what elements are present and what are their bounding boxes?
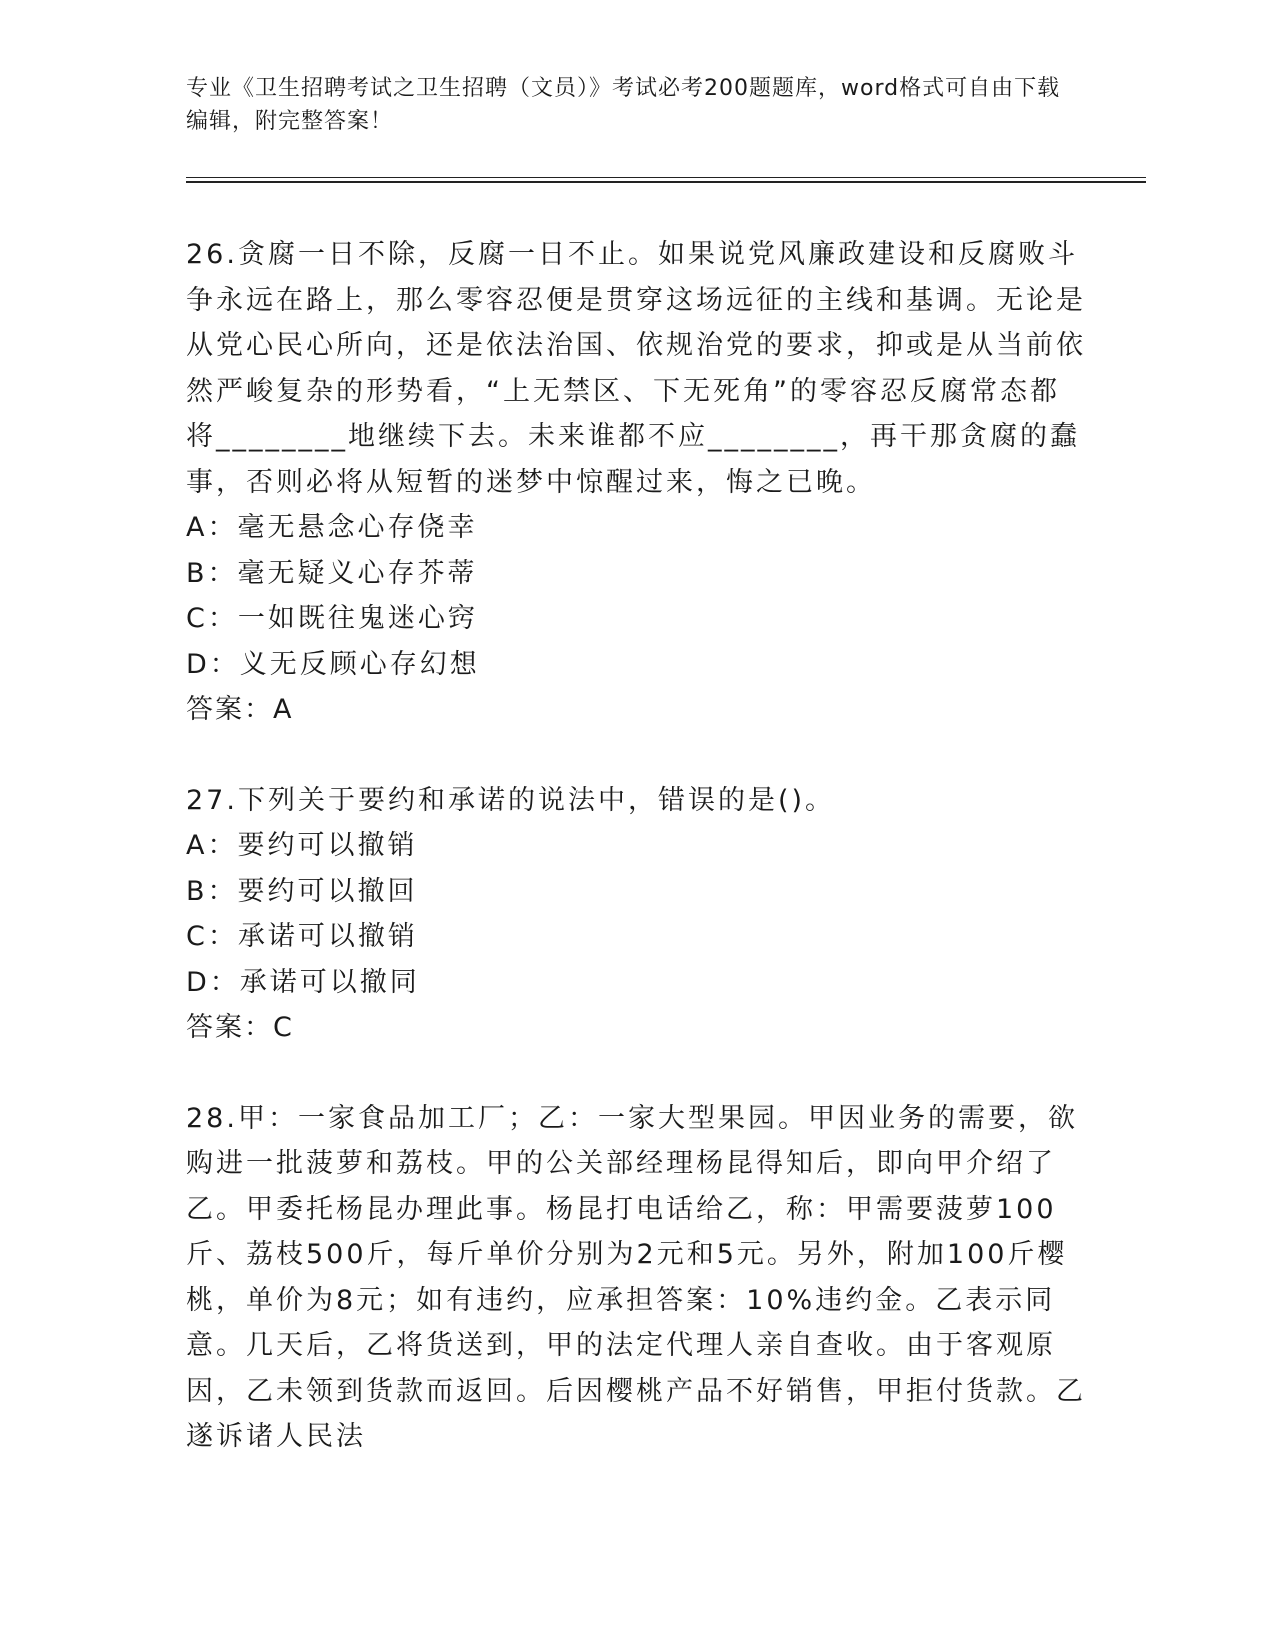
option-c: C：承诺可以撤销 [186, 921, 418, 952]
question-stem: 27.下列关于要约和承诺的说法中，错误的是()。 [186, 784, 836, 816]
question-list [186, 232, 1086, 1460]
option-c: C：一如既往鬼迷心窍 [186, 603, 478, 634]
option-a: A：毫无悬念心存侥幸 [186, 512, 478, 543]
question-27 [186, 778, 1086, 1051]
question-28 [186, 1096, 1086, 1460]
question-spacer [186, 733, 1086, 778]
answer-line: 答案：C [186, 1012, 294, 1043]
question-stem: 26.贪腐一日不除，反腐一日不止。如果说党风廉政建设和反腐败斗争永远在路上，那么零容忍便是贯穿这场远征的主线和基调。无论是从党心民心所向，还是依法治国、依规治党的要求，抑或是从当前依然严峻复杂的形势看，“上无禁区、下无死角”的零容忍反腐常态都将________地继续下去。未来谁都不应________，再干那贪腐的蠢事，否则必将从短暂的迷梦中惊醒过来，悔之已晚。 [186, 239, 1086, 498]
answer-line: 答案：A [186, 694, 294, 725]
option-b: B：毫无疑义心存芥蒂 [186, 557, 478, 589]
option-a: A：要约可以撤销 [186, 830, 418, 861]
option-b: B：要约可以撤回 [186, 875, 418, 907]
document-header: 专业《卫生招聘考试之卫生招聘（文员）》考试必考200题题库，word格式可自由下载编辑，附完整答案！ [186, 76, 1061, 134]
option-d: D：承诺可以撤同 [186, 966, 420, 998]
header-divider-top [186, 177, 1146, 178]
header-divider-bottom [186, 181, 1146, 183]
question-spacer [186, 1051, 1086, 1096]
question-26 [186, 232, 1086, 733]
question-stem: 28.甲：一家食品加工厂；乙：一家大型果园。甲因业务的需要，欲购进一批菠萝和荔枝。甲的公关部经理杨昆得知后，即向甲介绍了乙。甲委托杨昆办理此事。杨昆打电话给乙，称：甲需要菠萝100斤、荔枝500斤，每斤单价分别为2元和5元。另外，附加100斤樱桃，单价为8元；如有违约，应承担答案：10%违约金。乙表示同意。几天后，乙将货送到，甲的法定代理人亲自查收。由于客观原因，乙未领到货款而返回。后因樱桃产品不好销售，甲拒付货款。乙遂诉诸人民法 [186, 1102, 1086, 1452]
option-d: D：义无反顾心存幻想 [186, 648, 480, 680]
